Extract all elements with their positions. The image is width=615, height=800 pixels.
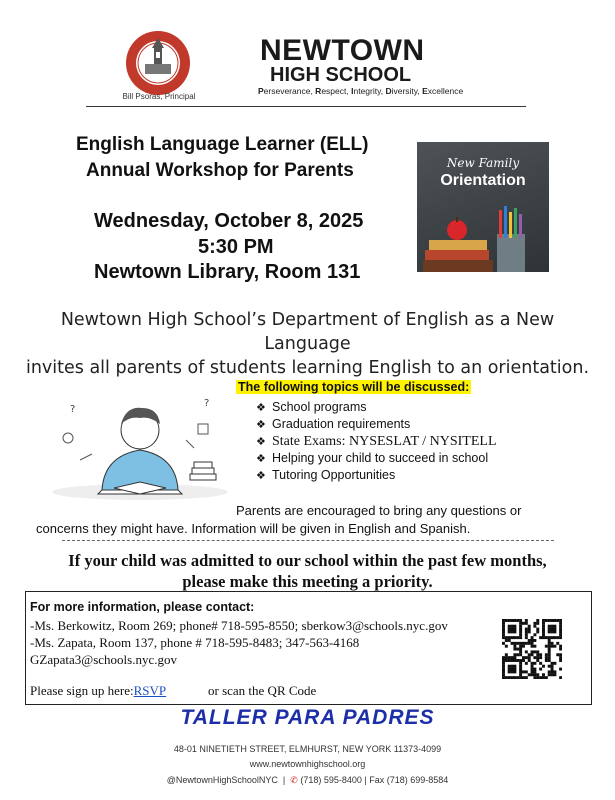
qr-module (542, 633, 545, 636)
rsvp-link[interactable]: RSVP (133, 683, 167, 698)
qr-module (551, 662, 554, 665)
qr-module (559, 668, 562, 671)
qr-module (559, 659, 562, 662)
bullet-icon: ❖ (256, 470, 266, 482)
qr-module (536, 650, 539, 653)
qr-module (551, 619, 554, 622)
studying-student-illustration (40, 378, 240, 506)
qr-module (513, 668, 516, 671)
qr-module (511, 670, 514, 673)
qr-module (513, 625, 516, 628)
qr-module (511, 668, 514, 671)
qr-module (508, 665, 511, 668)
qr-module (542, 636, 545, 639)
qr-module (513, 653, 516, 656)
qr-module (551, 665, 554, 668)
qr-module (553, 636, 556, 639)
qr-module (551, 642, 554, 645)
bullet-icon: ❖ (256, 436, 266, 448)
qr-module (545, 619, 548, 622)
qr-module (531, 636, 534, 639)
list-item: ❖ School programs (256, 399, 497, 416)
orientation-image-line1: New Family (446, 156, 520, 170)
qr-module (511, 642, 514, 645)
principal-name: Bill Psoras, Principal (122, 92, 196, 101)
phone-fax: (718) 595-8400 | Fax (718) 699-8584 (300, 775, 449, 785)
qr-module (551, 673, 554, 676)
qr-module (522, 622, 525, 625)
qr-module (548, 673, 551, 676)
qr-module (508, 628, 511, 631)
qr-module (548, 642, 551, 645)
qr-module (519, 676, 522, 679)
qr-module (525, 633, 528, 636)
qr-module (502, 659, 505, 662)
qr-module (502, 625, 505, 628)
qr-module (539, 636, 542, 639)
qr-module (536, 659, 539, 662)
qr-module (519, 648, 522, 651)
qr-module (551, 645, 554, 648)
qr-module (548, 653, 551, 656)
contact-heading: For more information, please contact: (30, 600, 255, 614)
list-item: ❖ State Exams: NYSESLAT / NYSITELL (256, 434, 497, 449)
qr-module (531, 673, 534, 676)
qr-module (502, 668, 505, 671)
qr-module (553, 645, 556, 648)
qr-module (505, 639, 508, 642)
qr-module (511, 656, 514, 659)
qr-module (548, 645, 551, 648)
topics-list (256, 399, 497, 484)
qr-module (551, 668, 554, 671)
school-address: 48-01 NINETIETH STREET, ELMHURST, NEW YORK 11373-4099 (173, 744, 442, 754)
qr-module (502, 622, 505, 625)
qr-module (551, 625, 554, 628)
qr-module (548, 630, 551, 633)
qr-module (513, 676, 516, 679)
qr-module (559, 656, 562, 659)
qr-module (508, 630, 511, 633)
qr-module (536, 676, 539, 679)
qr-module (502, 642, 505, 645)
qr-module (519, 622, 522, 625)
qr-module (536, 619, 539, 622)
qr-module (519, 645, 522, 648)
qr-module (505, 653, 508, 656)
qr-module (502, 665, 505, 668)
event-title-line1: English Language Learner (ELL) (76, 134, 369, 155)
qr-module (513, 642, 516, 645)
qr-module (525, 636, 528, 639)
qr-module (548, 628, 551, 631)
qr-module (516, 659, 519, 662)
qr-module (559, 619, 562, 622)
bullet-icon: ❖ (256, 419, 266, 431)
qr-module (539, 653, 542, 656)
footer-contact: @NewtownHighSchoolNYC | ✆ (718) 595-8400 | Fax (718) 699-8584 (166, 775, 449, 785)
qr-module (559, 636, 562, 639)
qr-module (545, 645, 548, 648)
qr-module (539, 662, 542, 665)
qr-module (528, 628, 531, 631)
qr-module (548, 656, 551, 659)
qr-module (559, 645, 562, 648)
qr-module (519, 673, 522, 676)
qr-module (508, 639, 511, 642)
qr-module (519, 625, 522, 628)
orientation-image (417, 142, 549, 272)
qr-module (533, 639, 536, 642)
qr-module (536, 622, 539, 625)
qr-module (502, 630, 505, 633)
qr-module (531, 653, 534, 656)
qr-module (533, 673, 536, 676)
qr-module (511, 628, 514, 631)
qr-module (516, 676, 519, 679)
qr-module (551, 630, 554, 633)
qr-module (502, 636, 505, 639)
qr-module (502, 628, 505, 631)
dashed-divider (62, 540, 554, 541)
qr-module (513, 645, 516, 648)
qr-module (548, 648, 551, 651)
qr-module (542, 673, 545, 676)
books-apple-pencils-icon (417, 200, 549, 272)
qr-module (511, 659, 514, 662)
encourage-line1: Parents are encouraged to bring any questions or (236, 503, 522, 518)
qr-module (519, 670, 522, 673)
qr-module (528, 630, 531, 633)
qr-module (542, 619, 545, 622)
qr-module (508, 676, 511, 679)
qr-module (519, 619, 522, 622)
list-item: ❖ Helping your child to succeed in school (256, 450, 497, 467)
qr-module (542, 665, 545, 668)
qr-module (553, 630, 556, 633)
bullet-icon: ❖ (256, 453, 266, 465)
qr-module (559, 676, 562, 679)
qr-module (533, 645, 536, 648)
qr-module (536, 673, 539, 676)
svg-text:?: ? (204, 398, 210, 409)
qr-module (519, 668, 522, 671)
qr-module (528, 642, 531, 645)
event-location: Newtown Library, Room 131 (94, 261, 361, 283)
qr-module (539, 668, 542, 671)
signup-line: Please sign up here:RSVP (30, 683, 167, 698)
qr-module (513, 630, 516, 633)
qr-module (559, 625, 562, 628)
qr-module (553, 673, 556, 676)
qr-module (539, 656, 542, 659)
qr-module (556, 642, 559, 645)
qr-module (513, 659, 516, 662)
qr-module (502, 670, 505, 673)
qr-module (505, 645, 508, 648)
qr-module (522, 659, 525, 662)
qr-module (513, 656, 516, 659)
qr-module (513, 619, 516, 622)
orientation-image-line2: Orientation (440, 172, 526, 189)
qr-module (536, 653, 539, 656)
qr-module (553, 670, 556, 673)
qr-module (525, 656, 528, 659)
qr-module (508, 636, 511, 639)
qr-module (531, 639, 534, 642)
svg-text:?: ? (70, 404, 76, 415)
qr-module (525, 630, 528, 633)
taller-heading: TALLER PARA PADRES (180, 706, 435, 729)
qr-module (508, 625, 511, 628)
qr-module (519, 630, 522, 633)
qr-module (505, 636, 508, 639)
event-time: 5:30 PM (198, 236, 274, 258)
qr-module (519, 659, 522, 662)
qr-module (528, 653, 531, 656)
qr-module (502, 656, 505, 659)
intro-paragraph: Newtown High School’s Department of English as a New Language invites all parents of students learning English to an orientation. (25, 310, 590, 378)
qr-module (533, 650, 536, 653)
qr-module (511, 619, 514, 622)
qr-module (525, 662, 528, 665)
school-motto: Perseverance, Respect, Integrity, Diversity, Excellence (258, 86, 464, 96)
qr-module (525, 622, 528, 625)
qr-module (519, 636, 522, 639)
qr-module (533, 622, 536, 625)
qr-module (525, 676, 528, 679)
qr-module (548, 650, 551, 653)
qr-module (513, 665, 516, 668)
scan-qr-text: or scan the QR Code (208, 683, 317, 698)
qr-module (559, 622, 562, 625)
qr-module (519, 665, 522, 668)
qr-module (533, 625, 536, 628)
qr-module (531, 645, 534, 648)
school-seal-logo (125, 30, 191, 96)
qr-module (531, 665, 534, 668)
qr-module (556, 653, 559, 656)
qr-module (551, 670, 554, 673)
priority-notice: If your child was admitted to our school within the past few months, please make this meeting a priority. (68, 551, 547, 591)
qr-module (522, 670, 525, 673)
qr-module (542, 630, 545, 633)
qr-module (516, 642, 519, 645)
qr-module (542, 625, 545, 628)
contact-zapata-email: GZapata3@schools.nyc.gov (30, 652, 177, 667)
qr-module (516, 619, 519, 622)
encourage-line2: concerns they might have. Information will be given in English and Spanish. (36, 521, 471, 536)
contact-berkowitz: -Ms. Berkowitz, Room 269; phone# 718-595-8550; sberkow3@schools.nyc.gov (30, 618, 448, 633)
qr-module (508, 619, 511, 622)
qr-module (559, 628, 562, 631)
list-item: ❖ Tutoring Opportunities (256, 467, 497, 484)
qr-module (525, 642, 528, 645)
qr-module (516, 653, 519, 656)
qr-module (502, 619, 505, 622)
qr-module (511, 676, 514, 679)
qr-module (525, 670, 528, 673)
qr-module (542, 622, 545, 625)
qr-module (553, 628, 556, 631)
qr-module (519, 653, 522, 656)
qr-module (508, 668, 511, 671)
qr-module (533, 676, 536, 679)
qr-module (536, 656, 539, 659)
qr-module (519, 662, 522, 665)
qr-module (536, 630, 539, 633)
qr-module (542, 628, 545, 631)
school-website[interactable]: www.newtownhighschool.org (249, 759, 366, 769)
qr-module (505, 659, 508, 662)
qr-module (548, 636, 551, 639)
qr-module (531, 670, 534, 673)
qr-module (556, 636, 559, 639)
qr-module (528, 673, 531, 676)
event-date: Wednesday, October 8, 2025 (94, 210, 364, 232)
qr-module (513, 636, 516, 639)
event-title-line2: Annual Workshop for Parents (86, 160, 354, 181)
qr-module (502, 662, 505, 665)
qr-module (548, 670, 551, 673)
qr-module (539, 676, 542, 679)
qr-module (545, 676, 548, 679)
qr-module (522, 642, 525, 645)
school-name-line2: HIGH SCHOOL (270, 64, 412, 86)
qr-module (531, 650, 534, 653)
bullet-icon: ❖ (256, 402, 266, 414)
qr-module (548, 625, 551, 628)
qr-module (511, 665, 514, 668)
qr-module (528, 659, 531, 662)
qr-module (511, 636, 514, 639)
qr-module (533, 662, 536, 665)
qr-module (545, 656, 548, 659)
qr-module (525, 650, 528, 653)
qr-module (525, 619, 528, 622)
qr-module (528, 625, 531, 628)
qr-module (553, 662, 556, 665)
qr-module (551, 636, 554, 639)
qr-module (502, 676, 505, 679)
qr-module (531, 662, 534, 665)
qr-module (519, 642, 522, 645)
qr-module (513, 648, 516, 651)
qr-module (505, 656, 508, 659)
qr-module (522, 676, 525, 679)
qr-module (508, 670, 511, 673)
header-divider (86, 106, 526, 107)
qr-module (522, 656, 525, 659)
qr-module (551, 628, 554, 631)
qr-module (556, 619, 559, 622)
phone-icon: ✆ (290, 775, 298, 785)
topics-heading: The following topics will be discussed: (238, 380, 470, 394)
qr-module (545, 659, 548, 662)
qr-module (548, 659, 551, 662)
qr-module (531, 642, 534, 645)
qr-code-icon[interactable] (502, 619, 562, 679)
qr-module (505, 676, 508, 679)
qr-module (513, 670, 516, 673)
qr-module (559, 630, 562, 633)
qr-module (511, 625, 514, 628)
qr-module (536, 628, 539, 631)
qr-module (548, 619, 551, 622)
qr-module (513, 628, 516, 631)
list-item: ❖ Graduation requirements (256, 416, 497, 433)
qr-module (528, 639, 531, 642)
qr-module (545, 636, 548, 639)
qr-module (502, 673, 505, 676)
qr-module (559, 653, 562, 656)
qr-module (505, 619, 508, 622)
qr-module (559, 648, 562, 651)
qr-module (533, 633, 536, 636)
qr-module (542, 676, 545, 679)
qr-module (553, 619, 556, 622)
qr-module (508, 659, 511, 662)
qr-module (559, 633, 562, 636)
qr-module (522, 645, 525, 648)
contact-zapata: -Ms. Zapata, Room 137, phone # 718-595-8483; 347-563-4168 (30, 635, 360, 650)
qr-module (502, 633, 505, 636)
qr-module (519, 650, 522, 653)
qr-module (528, 656, 531, 659)
social-handle: @NewtownHighSchoolNYC (166, 775, 278, 785)
qr-module (533, 668, 536, 671)
qr-module (533, 670, 536, 673)
qr-module (525, 628, 528, 631)
qr-module (545, 653, 548, 656)
qr-module (553, 625, 556, 628)
qr-module (519, 628, 522, 631)
qr-module (531, 668, 534, 671)
school-name-line1: NEWTOWN (260, 34, 425, 67)
qr-module (548, 639, 551, 642)
qr-module (508, 656, 511, 659)
qr-module (548, 665, 551, 668)
qr-module (516, 648, 519, 651)
qr-module (516, 636, 519, 639)
qr-module (533, 656, 536, 659)
qr-module (511, 630, 514, 633)
qr-module (519, 633, 522, 636)
